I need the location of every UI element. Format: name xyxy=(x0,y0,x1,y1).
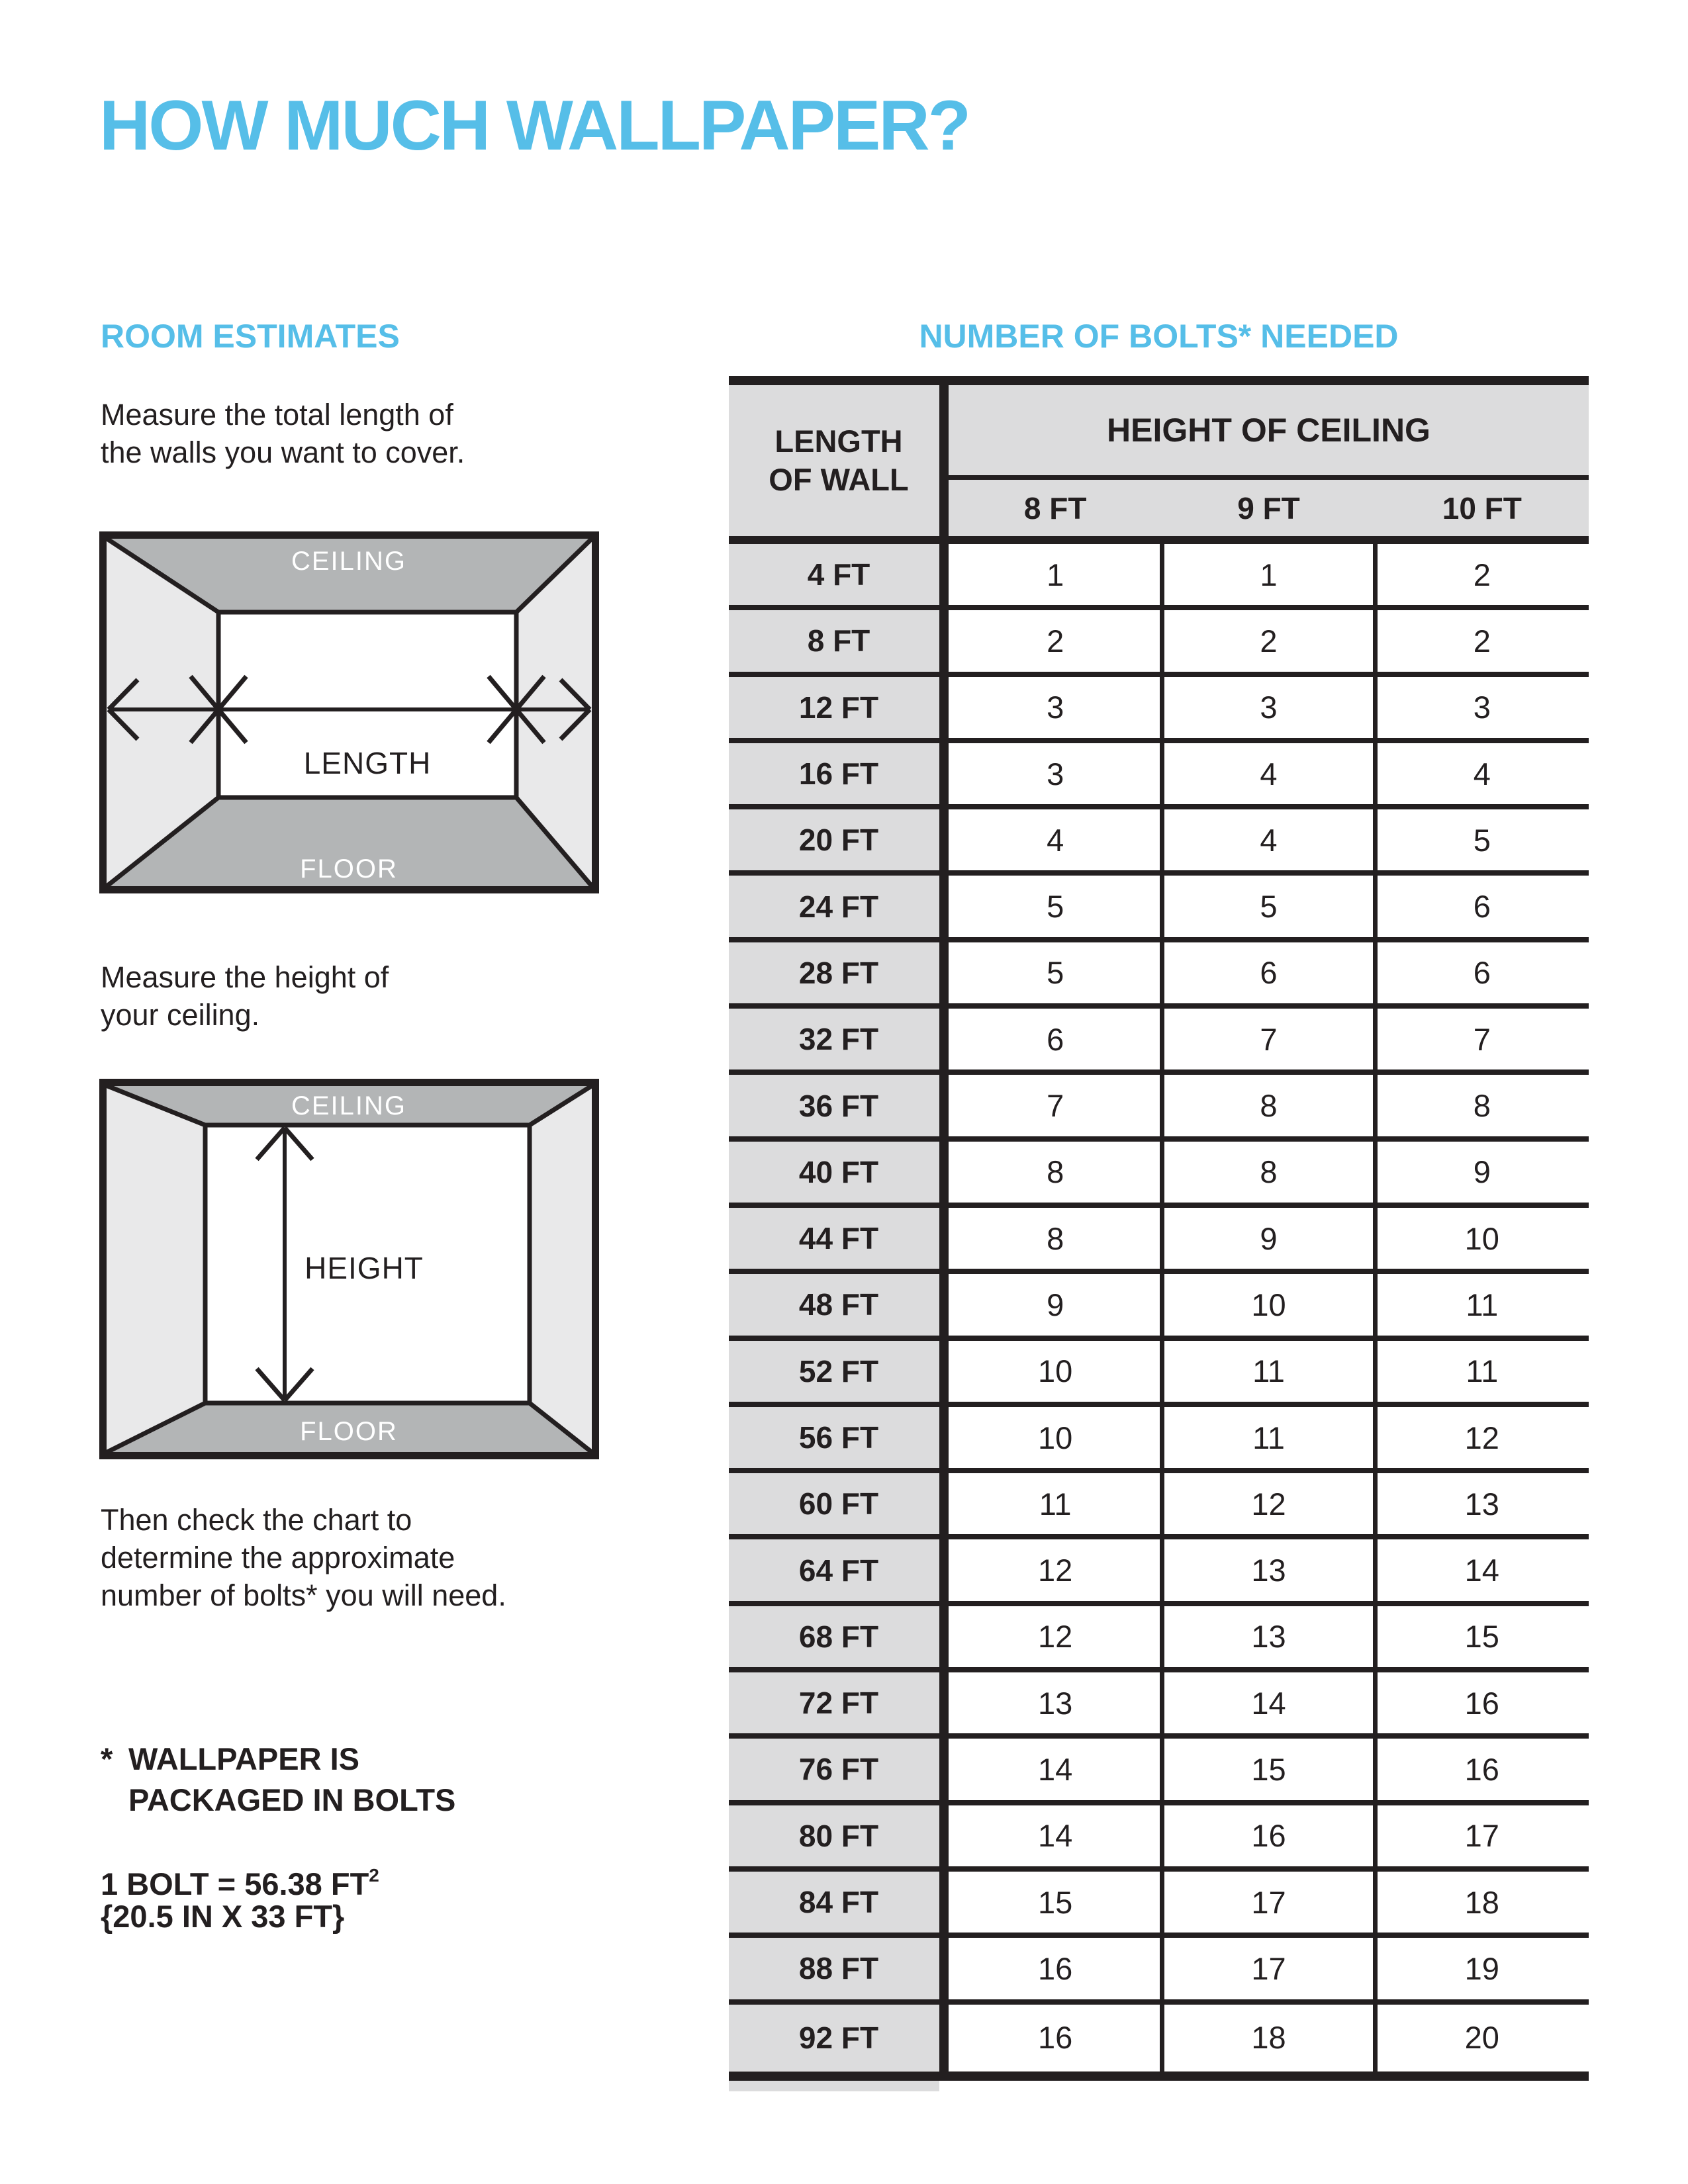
gray-column-stub xyxy=(729,2081,939,2091)
row-header-line2: OF WALL xyxy=(769,462,909,497)
column-headers-row xyxy=(949,480,1589,536)
floor-label: FLOOR xyxy=(300,854,398,884)
bolt-count-cell: 1 xyxy=(1162,544,1375,605)
bolt-count-cell: 16 xyxy=(1162,1805,1375,1866)
table-row xyxy=(729,1407,1589,1473)
left-wall-surface xyxy=(106,1085,205,1453)
bolt-count-cell: 2 xyxy=(949,610,1162,671)
wall-length-label: 72 FT xyxy=(729,1672,949,1733)
wall-length-label: 12 FT xyxy=(729,677,949,738)
bolt-count-cell: 3 xyxy=(1376,677,1589,738)
column-divider-thin xyxy=(1373,544,1378,2071)
right-wall-surface xyxy=(530,1085,592,1453)
bolt-count-cell: 7 xyxy=(1162,1009,1375,1069)
table-row xyxy=(729,1805,1589,1872)
step1-line2: the walls you want to cover. xyxy=(101,435,465,469)
bolt-count-cell: 14 xyxy=(1162,1672,1375,1733)
step2-text xyxy=(101,958,389,1034)
table-row xyxy=(729,876,1589,942)
table-row xyxy=(729,1606,1589,1672)
wall-length-label: 64 FT xyxy=(729,1539,949,1600)
wall-length-label: 36 FT xyxy=(729,1075,949,1136)
wall-length-label: 92 FT xyxy=(729,2005,949,2071)
step1-text xyxy=(101,396,465,471)
bolt-count-cell: 13 xyxy=(1162,1606,1375,1667)
bolt-count-cell: 10 xyxy=(1376,1208,1589,1269)
bolt-count-cell: 17 xyxy=(1376,1805,1589,1866)
table-row xyxy=(729,942,1589,1009)
row-header-line1: LENGTH xyxy=(774,424,903,459)
step2-line1: Measure the height of xyxy=(101,960,389,994)
bolt-count-cell: 15 xyxy=(1162,1739,1375,1799)
bolt-count-cell: 4 xyxy=(1376,743,1589,804)
bolt-count-cell: 15 xyxy=(1376,1606,1589,1667)
table-row xyxy=(729,610,1589,676)
wall-length-label: 32 FT xyxy=(729,1009,949,1069)
bolt-count-cell: 19 xyxy=(1376,1938,1589,1999)
bolt-count-cell: 12 xyxy=(949,1539,1162,1600)
bolt-count-cell: 13 xyxy=(949,1672,1162,1733)
bolt-count-cell: 10 xyxy=(1162,1274,1375,1335)
bolt-count-cell: 16 xyxy=(1376,1739,1589,1799)
bolt-count-cell: 2 xyxy=(1162,610,1375,671)
table-row xyxy=(729,2005,1589,2071)
column-header-10ft: 10 FT xyxy=(1442,490,1522,525)
bolt-count-cell: 4 xyxy=(1162,743,1375,804)
table-row xyxy=(729,1539,1589,1606)
wall-length-label: 60 FT xyxy=(729,1473,949,1534)
step3-line1: Then check the chart to xyxy=(101,1503,412,1537)
wall-length-label: 20 FT xyxy=(729,809,949,870)
wall-length-label: 8 FT xyxy=(729,610,949,671)
table-row xyxy=(729,544,1589,610)
bolt-count-cell: 9 xyxy=(949,1274,1162,1335)
bolt-count-cell: 11 xyxy=(1162,1407,1375,1468)
column-header-9ft: 9 FT xyxy=(1237,490,1300,525)
wall-length-label: 88 FT xyxy=(729,1938,949,1999)
bolt-spec-text: 1 BOLT = 56.38 FT xyxy=(101,1866,369,1901)
table-row xyxy=(729,743,1589,809)
footnote-line2: PACKAGED IN BOLTS xyxy=(128,1782,456,1817)
table-row xyxy=(729,1739,1589,1805)
column-divider-thin xyxy=(1160,544,1164,2071)
floor-label: FLOOR xyxy=(300,1417,398,1446)
length-label: LENGTH xyxy=(303,746,432,780)
bolt-count-cell: 6 xyxy=(1376,876,1589,936)
bolt-count-cell: 11 xyxy=(1376,1274,1589,1335)
bolt-count-cell: 18 xyxy=(1376,1872,1589,1933)
wall-length-label: 80 FT xyxy=(729,1805,949,1866)
bolt-count-cell: 9 xyxy=(1162,1208,1375,1269)
bolt-count-cell: 14 xyxy=(949,1739,1162,1799)
bolt-count-cell: 10 xyxy=(949,1341,1162,1402)
bolt-count-cell: 14 xyxy=(949,1805,1162,1866)
wall-length-label: 84 FT xyxy=(729,1872,949,1933)
bolt-count-cell: 16 xyxy=(1376,1672,1589,1733)
step1-line1: Measure the total length of xyxy=(101,398,453,432)
table-row xyxy=(729,1274,1589,1340)
step3-text xyxy=(101,1501,506,1614)
asterisk: * xyxy=(101,1741,113,1776)
bolt-count-cell: 11 xyxy=(1376,1341,1589,1402)
bolt-count-cell: 12 xyxy=(1162,1473,1375,1534)
table-bottom-border xyxy=(729,2071,1589,2081)
table-row xyxy=(729,1208,1589,1274)
bolt-count-cell: 20 xyxy=(1376,2005,1589,2071)
wall-length-label: 52 FT xyxy=(729,1341,949,1402)
bolt-count-cell: 4 xyxy=(949,809,1162,870)
bolt-count-cell: 7 xyxy=(949,1075,1162,1136)
bolt-count-cell: 18 xyxy=(1162,2005,1375,2071)
step3-line2: determine the approximate xyxy=(101,1541,455,1574)
table-row xyxy=(729,1075,1589,1141)
table-row xyxy=(729,1341,1589,1407)
ceiling-label: CEILING xyxy=(291,1091,407,1120)
step2-line2: your ceiling. xyxy=(101,998,260,1032)
bolt-count-cell: 15 xyxy=(949,1872,1162,1933)
table-row xyxy=(729,1938,1589,2004)
table-row xyxy=(729,1872,1589,1938)
column-header-8ft: 8 FT xyxy=(1023,490,1087,525)
bolt-count-cell: 3 xyxy=(949,743,1162,804)
bolt-count-cell: 8 xyxy=(949,1142,1162,1203)
column-divider-thick xyxy=(939,376,949,2081)
table-body xyxy=(729,544,1589,2071)
bolt-spec-line2: {20.5 IN X 33 FT} xyxy=(101,1899,345,1934)
group-header-cell: HEIGHT OF CEILING xyxy=(1107,412,1430,449)
bolt-count-cell: 3 xyxy=(1162,677,1375,738)
bolt-count-cell: 6 xyxy=(1162,942,1375,1003)
bolt-count-cell: 5 xyxy=(1162,876,1375,936)
bolt-count-cell: 8 xyxy=(1162,1075,1375,1136)
bolt-count-cell: 12 xyxy=(949,1606,1162,1667)
wall-length-label: 4 FT xyxy=(729,544,949,605)
bolt-count-cell: 11 xyxy=(949,1473,1162,1534)
bolt-count-cell: 16 xyxy=(949,2005,1162,2071)
room-estimates-heading: ROOM ESTIMATES xyxy=(101,318,400,355)
bolt-count-cell: 2 xyxy=(1376,544,1589,605)
wall-length-label: 40 FT xyxy=(729,1142,949,1203)
length-room-diagram xyxy=(99,531,599,893)
bolt-count-cell: 2 xyxy=(1376,610,1589,671)
bolt-count-cell: 13 xyxy=(1376,1473,1589,1534)
bolt-count-cell: 5 xyxy=(949,942,1162,1003)
row-header-cell xyxy=(729,385,949,536)
bolt-count-cell: 16 xyxy=(949,1938,1162,1999)
group-header-underline xyxy=(939,475,1589,480)
bolt-count-cell: 3 xyxy=(949,677,1162,738)
bolt-count-cell: 8 xyxy=(949,1208,1162,1269)
wall-length-label: 44 FT xyxy=(729,1208,949,1269)
table-row xyxy=(729,1473,1589,1539)
bolt-count-cell: 11 xyxy=(1162,1341,1375,1402)
table-row xyxy=(729,809,1589,876)
wall-length-label: 56 FT xyxy=(729,1407,949,1468)
bolt-count-cell: 5 xyxy=(1376,809,1589,870)
bolt-count-cell: 17 xyxy=(1162,1872,1375,1933)
wall-length-label: 68 FT xyxy=(729,1606,949,1667)
wall-length-label: 24 FT xyxy=(729,876,949,936)
wall-length-label: 76 FT xyxy=(729,1739,949,1799)
bolt-count-cell: 6 xyxy=(1376,942,1589,1003)
bolt-count-cell: 12 xyxy=(1376,1407,1589,1468)
bolts-table xyxy=(729,376,1589,2103)
bolt-count-cell: 8 xyxy=(1376,1075,1589,1136)
wall-length-label: 16 FT xyxy=(729,743,949,804)
table-row xyxy=(729,1009,1589,1075)
height-label: HEIGHT xyxy=(305,1251,424,1285)
bolt-count-cell: 10 xyxy=(949,1407,1162,1468)
bolt-count-cell: 17 xyxy=(1162,1938,1375,1999)
bolt-count-cell: 7 xyxy=(1376,1009,1589,1069)
page-title: HOW MUCH WALLPAPER? xyxy=(99,85,970,165)
ceiling-label: CEILING xyxy=(291,547,407,576)
height-room-diagram xyxy=(99,1079,599,1459)
bolt-count-cell: 6 xyxy=(949,1009,1162,1069)
bolts-needed-heading: NUMBER OF BOLTS* NEEDED xyxy=(919,318,1399,355)
superscript-2: 2 xyxy=(369,1865,379,1886)
wall-length-label: 28 FT xyxy=(729,942,949,1003)
bolt-count-cell: 1 xyxy=(949,544,1162,605)
table-row xyxy=(729,1142,1589,1208)
step3-line3: number of bolts* you will need. xyxy=(101,1578,506,1612)
header-bottom-rule xyxy=(729,536,1589,544)
bolt-count-cell: 14 xyxy=(1376,1539,1589,1600)
table-top-border xyxy=(729,376,1589,385)
table-row xyxy=(729,1672,1589,1739)
bolt-count-cell: 4 xyxy=(1162,809,1375,870)
footnote-text1: WALLPAPER IS xyxy=(128,1741,360,1776)
bolt-count-cell: 5 xyxy=(949,876,1162,936)
bolt-count-cell: 8 xyxy=(1162,1142,1375,1203)
bolt-count-cell: 9 xyxy=(1376,1142,1589,1203)
footnote-line1 xyxy=(101,1739,359,1779)
table-row xyxy=(729,677,1589,743)
wall-length-label: 48 FT xyxy=(729,1274,949,1335)
bolt-count-cell: 13 xyxy=(1162,1539,1375,1600)
